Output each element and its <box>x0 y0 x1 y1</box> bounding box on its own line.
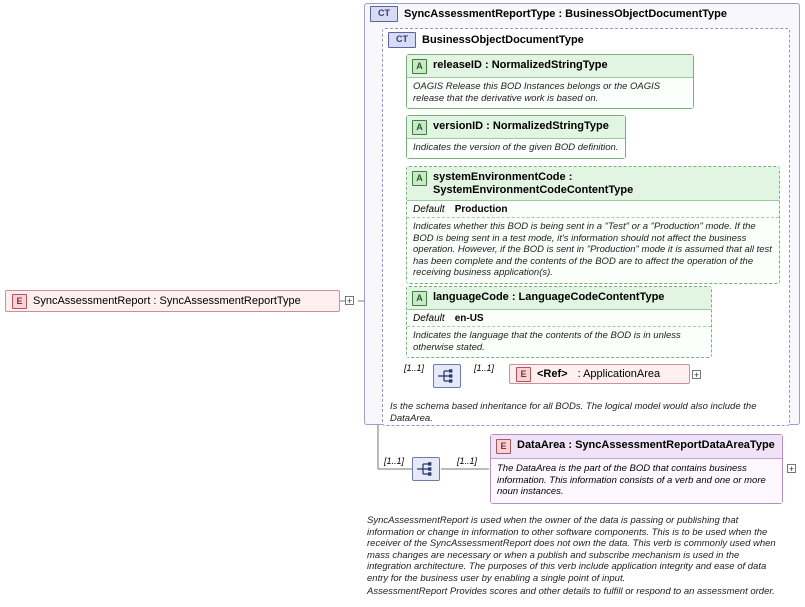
attribute-versionid[interactable] <box>406 115 626 159</box>
inner-complextype-title: BusinessObjectDocumentType <box>422 34 584 46</box>
attribute-name: systemEnvironmentCode : SystemEnvironmentCodeContentType <box>433 171 634 196</box>
attribute-documentation: Indicates the version of the given BOD definition. <box>407 139 625 158</box>
element-icon: E <box>12 294 27 309</box>
dataarea-expander[interactable]: + <box>788 464 795 474</box>
element-icon: E <box>496 439 511 454</box>
complextype-icon: CT <box>370 6 398 22</box>
footer-note-verb: SyncAssessmentReport is used when the owner of the data is passing or publishing that information or change in information to other software components. This is to be used when the receiver of the SyncAssessmentReport does not own the data. This verb is commonly used when mass changes are necessary or when a publish and subscribe mechanism is used in the integration architecture. The purposes of this verb include application integrity and ease of data entry for the business user by enabling a single point of input. <box>367 515 776 584</box>
sequence-compositor-applicationarea[interactable] <box>433 364 461 388</box>
applicationarea-ref-type: : ApplicationArea <box>577 368 661 380</box>
applicationarea-occurs-left: [1..1] <box>404 363 425 373</box>
inner-complextype-header[interactable] <box>388 31 584 49</box>
complextype-icon: CT <box>388 32 416 48</box>
attribute-name: languageCode : LanguageCodeContentType <box>433 291 665 303</box>
inner-type-note: Is the schema based inheritance for all BODs. The logical model would also include the DataArea. <box>390 401 757 424</box>
footer-note-noun: AssessmentReport Provides scores and other details to fulfill or respond to an assessment order. <box>367 586 775 597</box>
element-icon: E <box>516 367 531 382</box>
applicationarea-ref-name: <Ref> <box>537 368 568 380</box>
attribute-default-label: Default <box>413 204 445 215</box>
dataarea-box[interactable] <box>490 434 783 504</box>
attribute-documentation: OAGIS Release this BOD Instances belongs or the OAGIS release that the derivative work is based on. <box>407 78 693 108</box>
attribute-name: releaseID : NormalizedStringType <box>433 59 608 71</box>
sequence-icon <box>436 368 458 384</box>
attribute-documentation: Indicates whether this BOD is being sent in a "Test" or a "Production" mode. If the BOD is being sent in a test mode, it's information should not affect the business operation. However, if the BOD is sent in "Production" mode it is assumed that all test has been complete and the contents of the BOD are to affect the operation of the receiving business application(s). <box>407 218 779 283</box>
attribute-icon: A <box>412 120 427 135</box>
attribute-icon: A <box>412 59 427 74</box>
attribute-default-row <box>407 310 711 327</box>
attribute-icon: A <box>412 171 427 186</box>
root-element-label: SyncAssessmentReport : SyncAssessmentReportType <box>33 295 301 307</box>
root-element-expander[interactable]: + <box>346 296 353 306</box>
attribute-header <box>407 55 693 78</box>
attribute-systemenvironmentcode[interactable] <box>406 166 780 284</box>
applicationarea-occurs-right: [1..1] <box>474 363 495 373</box>
attribute-releaseid[interactable] <box>406 54 694 109</box>
attribute-header <box>407 116 625 139</box>
attribute-default-value: en-US <box>454 313 484 324</box>
attribute-default-row <box>407 201 779 218</box>
attribute-icon: A <box>412 291 427 306</box>
applicationarea-expander[interactable]: + <box>693 370 700 380</box>
attribute-header <box>407 287 711 310</box>
attribute-languagecode[interactable] <box>406 286 712 358</box>
attribute-header <box>407 167 779 201</box>
dataarea-name: DataArea : SyncAssessmentReportDataAreaType <box>517 439 775 451</box>
outer-complextype-title: SyncAssessmentReportType : BusinessObjectDocumentType <box>404 8 727 20</box>
outer-complextype-header[interactable] <box>370 5 727 23</box>
attribute-documentation: Indicates the language that the contents of the BOD is in unless otherwise stated. <box>407 327 711 357</box>
sequence-compositor-dataarea[interactable] <box>412 457 440 481</box>
dataarea-occurs-left: [1..1] <box>384 456 405 466</box>
attribute-default-label: Default <box>413 313 445 324</box>
applicationarea-ref-box[interactable] <box>509 364 690 384</box>
dataarea-header <box>491 435 782 459</box>
sequence-icon <box>415 461 437 477</box>
attribute-name: versionID : NormalizedStringType <box>433 120 609 132</box>
attribute-default-value: Production <box>454 204 508 215</box>
root-element-box[interactable] <box>5 290 340 312</box>
dataarea-documentation: The DataArea is the part of the BOD that contains business information. This information consists of a verb and one or more noun instances. <box>491 459 782 503</box>
dataarea-occurs-right: [1..1] <box>457 456 478 466</box>
